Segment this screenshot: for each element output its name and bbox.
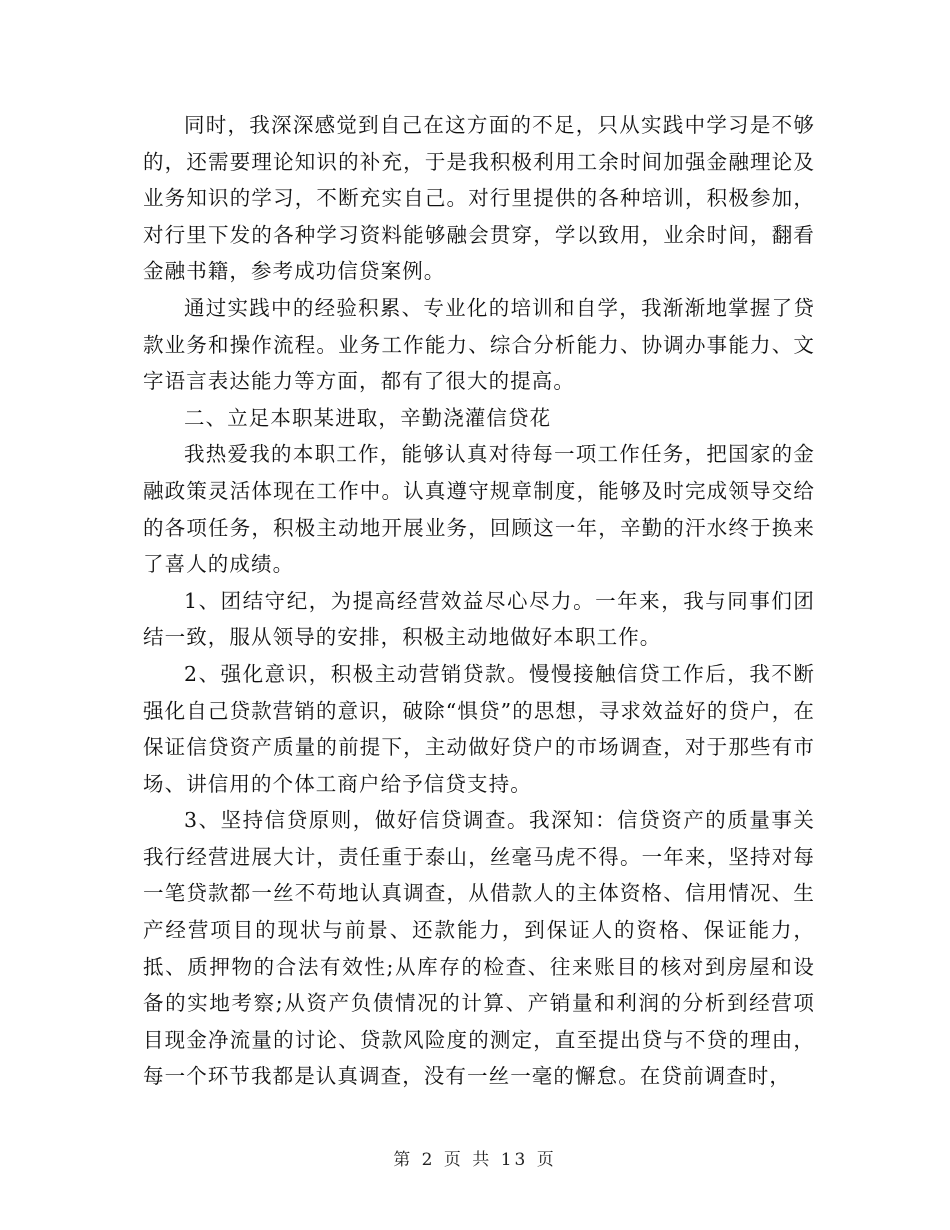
document-body bbox=[143, 107, 815, 1095]
paragraph-theory-study: 同时，我深深感觉到自己在这方面的不足，只从实践中学习是不够的，还需要理论知识的补充，于是我积极利用工余时间加强金融理论及业务知识的学习，不断充实自己。对行里提供的各种培训，积极参加，对行里下发的各种学习资料能够融会贯穿，学以致用，业余时间，翻看金融书籍，参考成功信贷案例。 bbox=[143, 113, 815, 284]
section-heading: 二、立足本职某进取，辛勤浇灌信贷花 bbox=[184, 405, 552, 430]
paragraph-love-work: 我热爱我的本职工作，能够认真对待每一项工作任务，把国家的金融政策灵活体现在工作中。认真遵守规章制度，能够及时完成领导交给的各项任务，积极主动地开展业务，回顾这一年，辛勤的汗水终于换来了喜人的成绩。 bbox=[143, 442, 815, 577]
page-number-label: 第 2 页 共 13 页 bbox=[393, 1150, 557, 1170]
paragraph-item-1: 1、团结守纪，为提高经营效益尽心尽力。一年来，我与同事们团结一致，服从领导的安排，积极主动地做好本职工作。 bbox=[143, 588, 815, 650]
paragraph-experience: 通过实践中的经验积累、专业化的培训和自学，我渐渐地掌握了贷款业务和操作流程。业务工作能力、综合分析能力、协调办事能力、文字语言表达能力等方面，都有了很大的提高。 bbox=[143, 295, 815, 394]
paragraph-item-3: 3、坚持信贷原则，做好信贷调查。我深知：信贷资产的质量事关我行经营进展大计，责任重于泰山，丝毫马虎不得。一年来，坚持对每一笔贷款都一丝不苟地认真调查，从借款人的主体资格、信用情况、生产经营项目的现状与前景、还款能力，到保证人的资格、保证能力，抵、质押物的合法有效性;从库存的检查、往来账目的核对到房屋和设备的实地考察;从资产负债情况的计算、产销量和利润的分析到经营项目现金净流量的讨论、贷款风险度的测定，直至提出贷与不贷的理由，每一个环节我都是认真调查，没有一丝一毫的懈怠。在贷前调查时， bbox=[143, 808, 815, 1089]
page-footer bbox=[0, 1145, 950, 1170]
paragraph-item-2: 2、强化意识，积极主动营销贷款。慢慢接触信贷工作后，我不断强化自己贷款营销的意识，破除“惧贷”的思想，寻求效益好的贷户，在保证信贷资产质量的前提下，主动做好贷户的市场调查，对于那些有市场、讲信用的个体工商户给予信贷支持。 bbox=[143, 661, 815, 796]
